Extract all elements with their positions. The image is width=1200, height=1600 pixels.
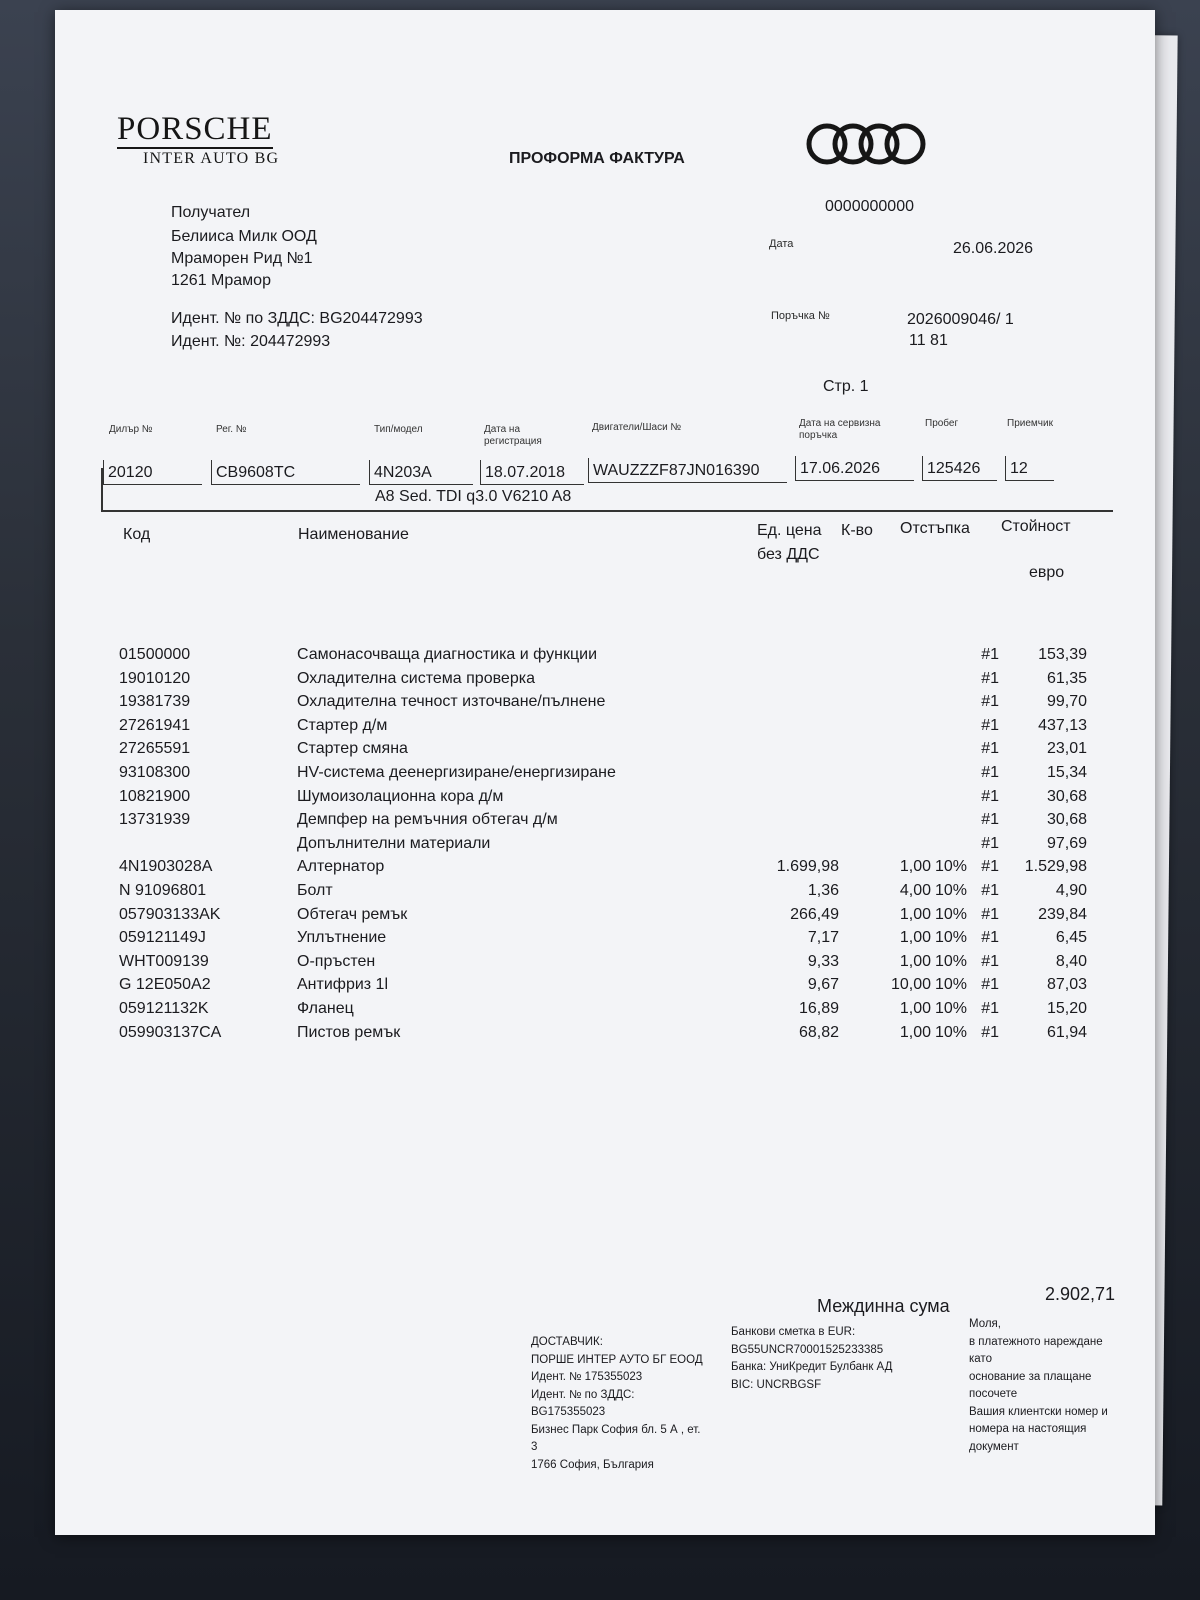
item-name: Самонасочваща диагностика и функции	[297, 646, 597, 663]
table-row	[119, 788, 1099, 811]
item-name: Пистов ремък	[297, 1023, 401, 1041]
recipient-city: 1261 Мрамор	[171, 272, 271, 289]
table-row	[119, 835, 1099, 858]
receiver-field: 12	[1005, 456, 1054, 481]
vehicle-box-bottom	[101, 510, 1113, 512]
item-total: 6,45	[1055, 929, 1087, 947]
item-name: Антифриз 1l	[297, 976, 389, 994]
item-quantity: 1,00	[899, 1023, 931, 1041]
item-name: HV-система деенергизиране/енергизиране	[297, 764, 616, 781]
item-code: G 12E050A2	[119, 976, 211, 994]
table-row	[119, 646, 1099, 669]
mileage-label: Пробег	[925, 418, 959, 429]
item-name: Стартер смяна	[297, 740, 408, 758]
dealer-field: 20120	[103, 460, 202, 485]
table-row	[119, 976, 1099, 999]
item-total: 61,94	[1046, 1023, 1087, 1041]
reg-field: CB9608TC	[211, 460, 360, 485]
item-total: 15,20	[1046, 1000, 1087, 1017]
item-total: 4,90	[1055, 882, 1087, 899]
item-tax-code: #1	[981, 764, 999, 781]
payment-note-block	[969, 1316, 1129, 1456]
note-line: в платежното нареждане	[969, 1335, 1103, 1348]
recipient-street: Мраморен Рид №1	[171, 250, 313, 267]
table-row	[119, 1000, 1099, 1023]
note-line: номера на настоящия	[969, 1423, 1087, 1435]
item-name: Болт	[297, 882, 333, 899]
item-tax-code: #1	[981, 929, 999, 947]
audi-rings-logo	[805, 122, 927, 171]
recipient-label: Получател	[171, 204, 251, 221]
type-label: Тип/модел	[374, 424, 423, 435]
item-total: 437,13	[1038, 716, 1087, 734]
porsche-logo: PORSCHE	[117, 111, 273, 147]
item-tax-code: #1	[981, 834, 999, 852]
item-code: 19010120	[119, 669, 191, 687]
bank-line: BG55UNCR70001525233385	[731, 1343, 884, 1356]
item-code: 27265591	[119, 740, 191, 758]
service-date-field: 17.06.2026	[795, 456, 914, 481]
item-quantity: 1,00	[899, 1000, 931, 1017]
order-number: 2026009046/ 1	[907, 311, 1014, 328]
item-quantity: 1,00	[899, 929, 931, 947]
item-discount: 10%	[934, 905, 967, 923]
item-unit-price: 1.699,98	[776, 858, 839, 876]
item-discount: 10%	[934, 952, 967, 970]
supplier-line: BG175355023	[531, 1406, 606, 1418]
item-code: N 91096801	[119, 882, 207, 899]
table-row	[119, 764, 1099, 787]
item-total: 61,35	[1046, 669, 1087, 687]
item-code: 059903137CA	[119, 1023, 222, 1041]
item-code: 13731939	[119, 811, 191, 829]
item-total: 239,84	[1038, 905, 1087, 923]
item-name: Допълнителни материали	[297, 834, 491, 852]
item-tax-code: #1	[981, 858, 999, 876]
note-line: Моля,	[969, 1318, 1001, 1330]
item-total: 30,68	[1046, 787, 1087, 805]
note-line: основание за плащане	[969, 1370, 1092, 1383]
reg-label: Рег. №	[216, 424, 247, 435]
note-line: Вашия клиентски номер и	[969, 1405, 1108, 1418]
item-name: Стартер д/м	[297, 716, 388, 734]
item-unit-price: 9,33	[807, 952, 839, 970]
supplier-line: 1766 София, България	[531, 1458, 654, 1471]
receiver-label: Приемчик	[1007, 418, 1053, 429]
item-unit-price: 9,67	[807, 976, 839, 994]
item-tax-code: #1	[981, 740, 999, 758]
item-tax-code: #1	[981, 693, 999, 711]
item-tax-code: #1	[981, 976, 999, 994]
item-quantity: 4,00	[899, 882, 931, 899]
table-row	[119, 717, 1099, 740]
item-tax-code: #1	[981, 646, 999, 663]
item-total: 23,01	[1046, 740, 1087, 758]
item-quantity: 1,00	[899, 952, 931, 970]
item-code: 059121149J	[119, 929, 206, 947]
col-price-header: Ед. цена	[757, 522, 822, 539]
currency-label: евро	[1029, 564, 1065, 581]
item-code: 27261941	[119, 716, 191, 734]
recipient-name: Белииса Милк ООД	[171, 228, 317, 245]
item-code: 93108300	[119, 764, 191, 781]
item-discount: 10%	[934, 858, 967, 876]
invoice-date: 26.06.2026	[953, 240, 1034, 257]
item-name: Обтегач ремък	[297, 905, 408, 923]
mileage-field: 125426	[922, 456, 997, 481]
bank-block	[731, 1324, 931, 1394]
regdate-field: 18.07.2018	[480, 460, 584, 485]
item-unit-price: 7,17	[807, 929, 839, 947]
item-name: Алтернатор	[297, 858, 385, 876]
item-unit-price: 266,49	[790, 905, 839, 923]
document-number: 0000000000	[825, 198, 914, 215]
item-name: Охладителна течност източване/пълнене	[297, 693, 606, 711]
item-discount: 10%	[934, 1023, 967, 1041]
item-tax-code: #1	[981, 1023, 999, 1041]
item-tax-code: #1	[981, 952, 999, 970]
subtotal-value: 2.902,71	[1045, 1284, 1116, 1304]
item-discount: 10%	[934, 929, 967, 947]
invoice-page	[55, 10, 1155, 1535]
item-unit-price: 1,36	[807, 882, 839, 899]
item-total: 15,34	[1046, 764, 1087, 781]
item-total: 87,03	[1046, 976, 1087, 994]
item-unit-price: 68,82	[798, 1023, 839, 1041]
service-date-label: Дата на сервизна поръчка	[799, 418, 881, 441]
recipient-vat-id: Идент. № по ЗДДС: BG204472993	[171, 310, 423, 327]
item-name: Уплътнение	[297, 929, 387, 947]
item-quantity: 1,00	[899, 905, 931, 923]
col-qty-header: К-во	[841, 522, 873, 539]
table-row	[119, 693, 1099, 716]
order-label: Поръчка №	[771, 310, 830, 322]
item-name: Охладителна система проверка	[297, 669, 535, 687]
note-line: като	[969, 1353, 992, 1365]
col-total-header: Стойност	[1001, 518, 1071, 535]
item-tax-code: #1	[981, 811, 999, 829]
porsche-logo-sub: INTER AUTO BG	[143, 150, 280, 167]
page-number: Стр. 1	[823, 378, 869, 395]
table-row	[119, 953, 1099, 976]
item-code: WHT009139	[119, 952, 209, 970]
table-row	[119, 670, 1099, 693]
supplier-block	[531, 1334, 731, 1474]
item-name: Фланец	[297, 1000, 354, 1017]
col-code-header: Код	[123, 526, 151, 543]
item-name: Демпфер на ремъчния обтегач д/м	[297, 811, 558, 829]
item-quantity: 10,00	[890, 976, 931, 994]
item-code: 10821900	[119, 787, 191, 805]
document-title: ПРОФОРМА ФАКТУРА	[509, 150, 685, 167]
table-row	[119, 882, 1099, 905]
item-name: О-пръстен	[297, 952, 376, 970]
item-code: 059121132K	[119, 1000, 209, 1017]
item-quantity: 1,00	[899, 858, 931, 876]
item-total: 30,68	[1046, 811, 1087, 829]
item-name: Шумоизолационна кора д/м	[297, 787, 504, 805]
table-row	[119, 1024, 1099, 1047]
subtotal-label: Междинна сума	[817, 1296, 950, 1316]
item-total: 1.529,98	[1024, 858, 1087, 876]
recipient-id: Идент. №: 204472993	[171, 333, 331, 350]
supplier-line: 3	[531, 1441, 538, 1453]
bank-line: Банкови сметка в EUR:	[731, 1326, 856, 1338]
item-code: 01500000	[119, 646, 191, 663]
type-field: 4N203A	[369, 460, 473, 485]
bank-line: Банка: УниКредит Булбанк АД	[731, 1361, 893, 1373]
table-row	[119, 858, 1099, 881]
item-total: 97,69	[1046, 834, 1087, 852]
item-tax-code: #1	[981, 669, 999, 687]
item-discount: 10%	[934, 976, 967, 994]
col-price-header-2: без ДДС	[757, 546, 820, 563]
item-discount: 10%	[934, 882, 967, 899]
note-line: документ	[969, 1440, 1019, 1453]
item-tax-code: #1	[981, 1000, 999, 1017]
item-total: 99,70	[1046, 693, 1087, 711]
vin-field: WAUZZZF87JN016390	[588, 458, 787, 483]
supplier-line: ДОСТАВЧИК:	[531, 1336, 603, 1348]
item-discount: 10%	[934, 1000, 967, 1017]
item-unit-price: 16,89	[798, 1000, 839, 1017]
vehicle-box-left	[101, 468, 103, 512]
item-code: 057903133AK	[119, 905, 221, 923]
item-code: 4N1903028A	[119, 858, 213, 876]
supplier-line: Бизнес Парк София бл. 5 А , ет.	[531, 1423, 701, 1436]
dealer-label: Дилър №	[109, 424, 153, 435]
note-line: посочете	[969, 1388, 1018, 1400]
table-row	[119, 906, 1099, 929]
col-name-header: Наименование	[298, 526, 409, 543]
item-tax-code: #1	[981, 787, 999, 805]
date-label: Дата	[769, 238, 794, 250]
model-description: A8 Sed. TDI q3.0 V6210 A8	[375, 488, 572, 505]
item-total: 8,40	[1055, 952, 1087, 970]
item-code: 19381739	[119, 693, 191, 711]
supplier-line: Идент. № по ЗДДС:	[531, 1388, 635, 1401]
item-tax-code: #1	[981, 716, 999, 734]
item-tax-code: #1	[981, 882, 999, 899]
table-row	[119, 740, 1099, 763]
vin-label: Двигатели/Шаси №	[592, 422, 682, 433]
item-total: 153,39	[1038, 646, 1087, 663]
table-row	[119, 811, 1099, 834]
item-tax-code: #1	[981, 905, 999, 923]
supplier-line: ПОРШЕ ИНТЕР АУТО БГ ЕООД	[531, 1353, 703, 1366]
supplier-line: Идент. № 175355023	[531, 1371, 643, 1383]
order-number-line2: 11 81	[909, 332, 948, 349]
bank-line: BIC: UNCRBGSF	[731, 1378, 822, 1391]
regdate-label: Дата на регистрация	[484, 424, 542, 447]
col-discount-header: Отстъпка	[900, 520, 970, 537]
table-row	[119, 929, 1099, 952]
